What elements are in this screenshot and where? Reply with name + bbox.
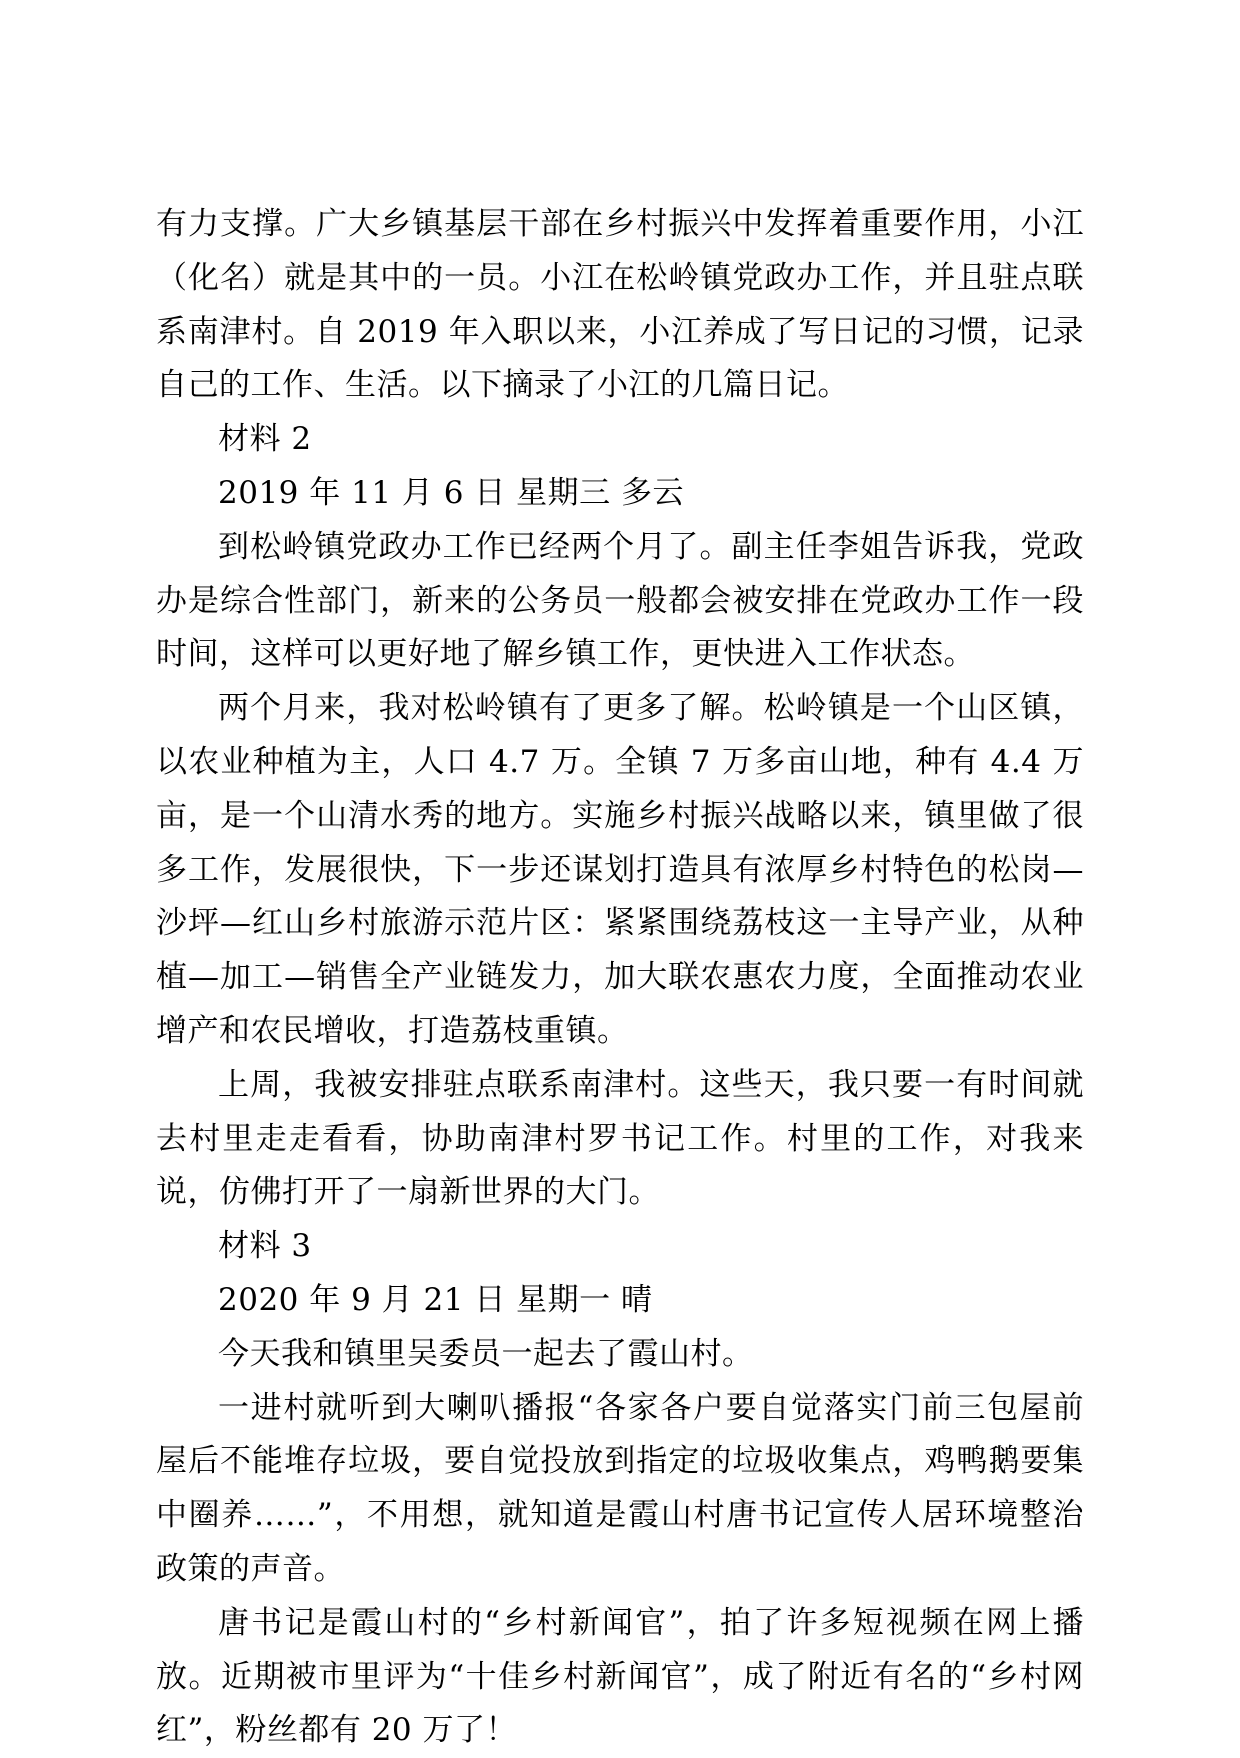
paragraph-2019-3: 上周，我被安排驻点联系南津村。这些天，我只要一有时间就去村里走走看看，协助南津村罗书记工作。村里的工作，对我来说，仿佛打开了一扇新世界的大门。 — [156, 1066, 1084, 1211]
paragraph-2020-1: 今天我和镇里吴委员一起去了霞山村。 — [218, 1335, 754, 1372]
paragraph-intro: 有力支撑。广大乡镇基层干部在乡村振兴中发挥着重要作用，小江（化名）就是其中的一员。小江在松岭镇党政办工作，并且驻点联系南津村。自 2019 年入职以来，小江养成了写日记的习惯，记录自己的工作、生活。以下摘录了小江的几篇日记。 — [156, 206, 1084, 404]
document-page — [156, 198, 1084, 1758]
paragraph-2020-2: 一进村就听到大喇叭播报“各家各户要自觉落实门前三包屋前屋后不能堆存垃圾，要自觉投放到指定的垃圾收集点，鸡鸭鹅要集中圈养……”，不用想，就知道是霞山村唐书记宣传人居环境整治政策的声音。 — [156, 1389, 1084, 1587]
material-2-heading: 材料 2 — [218, 421, 312, 458]
diary-date-2019: 2019 年 11 月 6 日 星期三 多云 — [218, 474, 685, 511]
paragraph-2020-3: 唐书记是霞山村的“乡村新闻官”，拍了许多短视频在网上播放。近期被市里评为“十佳乡村新闻官”，成了附近有名的“乡村网红”，粉丝都有 20 万了！ — [156, 1604, 1084, 1749]
paragraph-2019-2: 两个月来，我对松岭镇有了更多了解。松岭镇是一个山区镇，以农业种植为主，人口 4.7 万。全镇 7 万多亩山地，种有 4.4 万亩，是一个山清水秀的地方。实施乡村振兴战略以来，镇里做了很多工作，发展很快，下一步还谋划打造具有浓厚乡村特色的松岗—沙坪—红山乡村旅游示范片区：紧紧围绕荔枝这一主导产业，从种植—加工—销售全产业链发力，加大联农惠农力度，全面推动农业增产和农民增收，打造荔枝重镇。 — [156, 690, 1084, 1049]
material-3-heading: 材料 3 — [218, 1228, 312, 1265]
diary-date-2020: 2020 年 9 月 21 日 星期一 晴 — [218, 1281, 653, 1318]
paragraph-2019-1: 到松岭镇党政办工作已经两个月了。副主任李姐告诉我，党政办是综合性部门，新来的公务员一般都会被安排在党政办工作一段时间，这样可以更好地了解乡镇工作，更快进入工作状态。 — [156, 528, 1084, 673]
